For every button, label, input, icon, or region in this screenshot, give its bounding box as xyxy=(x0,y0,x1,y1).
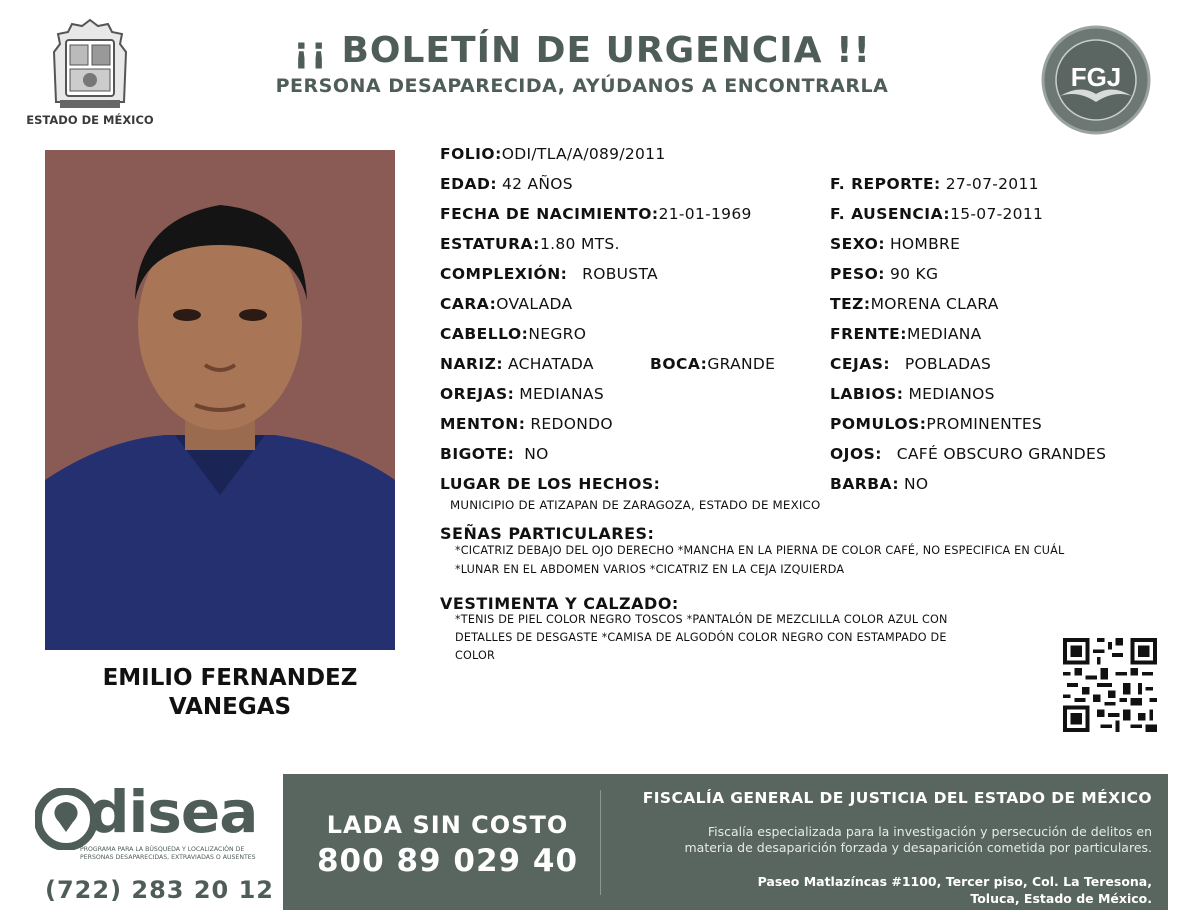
field-label: LABIOS: xyxy=(830,385,904,403)
senas-line: *LUNAR EN EL ABDOMEN VARIOS *CICATRIZ EN LA CEJA IZQUIERDA xyxy=(455,563,845,576)
field-pomulos xyxy=(830,414,1042,434)
field-bigote xyxy=(440,444,549,464)
field-label: OJOS: xyxy=(830,445,882,463)
field-value: REDONDO xyxy=(530,415,613,433)
estado-de-mexico-label: ESTADO DE MÉXICO xyxy=(26,113,154,127)
person-name-line-1: EMILIO FERNANDEZ xyxy=(102,665,358,691)
field-folio xyxy=(440,144,666,164)
field-lugar-value: MUNICIPIO DE ATIZAPAN DE ZARAGOZA, ESTADO DE MEXICO xyxy=(450,498,821,512)
field-menton xyxy=(440,414,613,434)
field-value: 90 KG xyxy=(889,265,939,283)
field-label: COMPLEXIÓN: xyxy=(440,265,568,283)
estado-de-mexico-coat-of-arms-logo xyxy=(50,18,130,110)
field-label: SEXO: xyxy=(830,235,886,253)
field-label: FRENTE: xyxy=(830,325,907,343)
person-name-line-2: VANEGAS xyxy=(168,694,292,720)
odisea-description: PROGRAMA PARA LA BÚSQUEDA Y LOCALIZACIÓN DE PERSONAS DESAPARECIDAS, EXTRAVIADAS O AUSENTES xyxy=(80,846,256,861)
field-value: MORENA CLARA xyxy=(870,295,999,313)
field-sexo xyxy=(830,234,960,254)
field-label: BIGOTE: xyxy=(440,445,515,463)
field-value: NEGRO xyxy=(528,325,587,343)
field-label: CABELLO: xyxy=(440,325,529,343)
odisea-phone-number[interactable]: (722) 283 20 12 xyxy=(45,876,274,904)
field-label: BARBA: xyxy=(830,475,900,493)
missing-person-name xyxy=(45,664,415,722)
field-cabello xyxy=(440,324,586,344)
field-edad xyxy=(440,174,573,194)
field-value: GRANDE xyxy=(707,355,776,373)
fiscalia-address xyxy=(605,873,1152,907)
field-fecha-nacimiento xyxy=(440,204,752,224)
field-value: MEDIANOS xyxy=(908,385,995,403)
field-labios xyxy=(830,384,995,404)
address-line: Toluca, Estado de México. xyxy=(970,891,1152,906)
field-boca xyxy=(650,354,775,374)
field-label: BOCA: xyxy=(650,355,708,373)
field-value: 15-07-2011 xyxy=(950,205,1044,223)
field-lugar-de-los-hechos xyxy=(440,474,660,494)
field-estatura xyxy=(440,234,620,254)
field-value: MEDIANAS xyxy=(519,385,604,403)
senas-particulares-label: SEÑAS PARTICULARES: xyxy=(440,524,655,543)
field-value: 1.80 MTS. xyxy=(540,235,620,253)
field-label: FECHA DE NACIMIENTO: xyxy=(440,205,659,223)
field-label: LUGAR DE LOS HECHOS: xyxy=(440,475,661,493)
field-value: POBLADAS xyxy=(904,355,992,373)
field-value: 21-01-1969 xyxy=(658,205,752,223)
vestimenta-line: DETALLES DE DESGASTE *CAMISA DE ALGODÓN COLOR NEGRO CON ESTAMPADO DE xyxy=(455,631,947,644)
field-label: FOLIO: xyxy=(440,145,502,163)
field-value: NO xyxy=(524,445,549,463)
field-f-ausencia xyxy=(830,204,1043,224)
field-f-reporte xyxy=(830,174,1039,194)
fiscalia-description-line: Fiscalía especializada para la investigación y persecución de delitos en xyxy=(707,824,1152,839)
field-value: PROMINENTES xyxy=(926,415,1043,433)
field-value: ACHATADA xyxy=(508,355,594,373)
field-label: NARIZ: xyxy=(440,355,504,373)
field-label: EDAD: xyxy=(440,175,498,193)
field-label: CARA: xyxy=(440,295,497,313)
fgj-logo-text: FGJ xyxy=(1070,62,1122,92)
field-cejas xyxy=(830,354,991,374)
field-frente xyxy=(830,324,982,344)
field-nariz xyxy=(440,354,594,374)
qr-code[interactable] xyxy=(1063,638,1157,732)
missing-person-photo xyxy=(45,150,395,650)
field-orejas xyxy=(440,384,604,404)
field-label: CEJAS: xyxy=(830,355,891,373)
odisea-wordmark: disea xyxy=(88,778,258,846)
fiscalia-title: FISCALÍA GENERAL DE JUSTICIA DEL ESTADO DE MÉXICO xyxy=(642,789,1152,807)
toll-free-phone-number[interactable]: 800 89 029 40 xyxy=(316,843,579,879)
field-complexion xyxy=(440,264,658,284)
bulletin-title: ¡¡ BOLETÍN DE URGENCIA !! xyxy=(293,30,871,71)
field-value: NO xyxy=(903,475,929,493)
bulletin-subtitle: PERSONA DESAPARECIDA, AYÚDANOS A ENCONTRARLA xyxy=(275,75,889,97)
vestimenta-label: VESTIMENTA Y CALZADO: xyxy=(440,594,679,613)
field-label: OREJAS: xyxy=(440,385,515,403)
field-value: MEDIANA xyxy=(906,325,982,343)
field-ojos xyxy=(830,444,1106,464)
field-label: TEZ: xyxy=(830,295,871,313)
field-value: ODI/TLA/A/089/2011 xyxy=(501,145,666,163)
address-line: Paseo Matlazíncas #1100, Tercer piso, Col. La Teresona, xyxy=(757,874,1152,889)
field-label: F. REPORTE: xyxy=(830,175,941,193)
field-label: PESO: xyxy=(830,265,885,283)
field-value: ROBUSTA xyxy=(582,265,658,283)
field-label: ESTATURA: xyxy=(440,235,540,253)
senas-line: *CICATRIZ DEBAJO DEL OJO DERECHO *MANCHA EN LA PIERNA DE COLOR CAFÉ, NO ESPECIFICA EN CUÁL xyxy=(455,544,1065,557)
field-label: POMULOS: xyxy=(830,415,927,433)
field-value: HOMBRE xyxy=(889,235,961,253)
field-value: CAFÉ OBSCURO GRANDES xyxy=(896,445,1107,463)
field-tez xyxy=(830,294,999,314)
fgj-seal-logo xyxy=(1040,24,1152,136)
field-value: OVALADA xyxy=(496,295,573,313)
vestimenta-line: COLOR xyxy=(455,649,496,662)
field-peso xyxy=(830,264,938,284)
field-value: 42 AÑOS xyxy=(501,175,573,193)
fiscalia-description xyxy=(605,824,1152,856)
field-cara xyxy=(440,294,572,314)
vestimenta-line: *TENIS DE PIEL COLOR NEGRO TOSCOS *PANTALÓN DE MEZCLILLA COLOR AZUL CON xyxy=(455,613,948,626)
field-barba xyxy=(830,474,928,494)
field-label: MENTON: xyxy=(440,415,526,433)
field-value: 27-07-2011 xyxy=(945,175,1039,193)
fiscalia-description-line: materia de desaparición forzada y desaparición cometida por particulares. xyxy=(684,840,1152,855)
lada-sin-costo-label: LADA SIN COSTO xyxy=(326,811,569,839)
field-label: F. AUSENCIA: xyxy=(830,205,951,223)
